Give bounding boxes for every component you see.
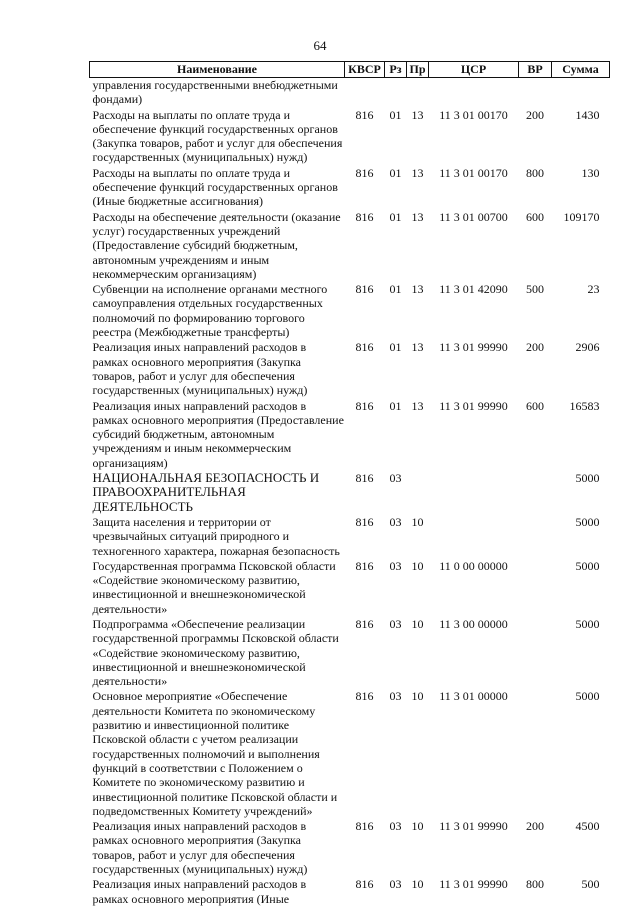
cell-sum: 4500 <box>575 819 600 834</box>
cell-kvsr: 816 <box>355 165 374 180</box>
cell-sum: 500 <box>581 877 600 892</box>
cell-pr: 10 <box>411 689 424 704</box>
cell-vr <box>519 689 552 819</box>
cell-rz: 03 <box>389 514 402 529</box>
header-rz: Рз <box>385 62 407 78</box>
cell-kvsr: 816 <box>355 877 374 892</box>
cell-pr: 13 <box>411 282 424 297</box>
cell-csr: 11 3 00 00000 <box>439 616 508 631</box>
cell-pr: 10 <box>411 877 424 892</box>
cell-kvsr: 816 <box>355 398 374 413</box>
cell-kvsr: 816 <box>355 282 374 297</box>
cell-name: НАЦИОНАЛЬНАЯ БЕЗОПАСНОСТЬ И ПРАВООХРАНИТЕЛЬНАЯ ДЕЯТЕЛЬНОСТЬ <box>92 470 320 514</box>
cell-sum: 5000 <box>575 514 600 529</box>
cell-rz: 01 <box>389 340 402 355</box>
table-row <box>90 877 610 907</box>
cell-pr: 13 <box>411 340 424 355</box>
cell-sum: 1430 <box>575 107 600 122</box>
cell-csr: 11 3 01 99990 <box>439 819 508 834</box>
cell-name: Реализация иных направлений расходов в рамках основного мероприятия (Иные <box>92 877 307 906</box>
cell-pr: 13 <box>411 107 424 122</box>
cell-kvsr: 816 <box>355 616 374 631</box>
cell-kvsr: 816 <box>355 558 374 573</box>
cell-sum: 5000 <box>575 471 600 486</box>
cell-sum: 5000 <box>575 616 600 631</box>
cell-name: Государственная программа Псковской области «Содействие экономическому развитию, инвестиционной и внешнеэкономической деятельности» <box>92 558 336 616</box>
cell-name: Реализация иных направлений расходов в рамках основного мероприятия (Закупка товаров, работ и услуг для обеспечения государственных (муниципальных) нужд) <box>92 340 308 398</box>
cell-pr: 13 <box>411 398 424 413</box>
cell-rz: 01 <box>389 282 402 297</box>
cell-vr: 800 <box>526 165 544 180</box>
cell-csr: 11 3 01 99990 <box>439 398 508 413</box>
cell-pr: 10 <box>411 616 424 631</box>
cell-kvsr: 816 <box>355 819 374 834</box>
cell-csr <box>429 471 519 515</box>
cell-kvsr: 816 <box>355 209 374 224</box>
table-row <box>90 399 610 471</box>
cell-csr: 11 3 01 42090 <box>439 282 508 297</box>
table-row <box>90 78 610 108</box>
table-row <box>90 515 610 559</box>
cell-csr <box>429 515 519 559</box>
budget-table <box>89 61 610 907</box>
cell-rz <box>385 78 407 108</box>
table-row <box>90 819 610 877</box>
cell-name: Реализация иных направлений расходов в рамках основного мероприятия (Предоставление субсидий бюджетным, автономным учреждениям и иным некоммерческим организациям) <box>92 398 344 470</box>
cell-kvsr: 816 <box>355 107 374 122</box>
header-vr: ВР <box>519 62 552 78</box>
table-row <box>90 108 610 166</box>
cell-kvsr: 816 <box>355 689 374 704</box>
cell-rz: 01 <box>389 107 402 122</box>
cell-kvsr <box>345 78 385 108</box>
table-row <box>90 617 610 689</box>
cell-rz: 01 <box>389 398 402 413</box>
table-body <box>90 78 610 907</box>
cell-rz: 03 <box>389 558 402 573</box>
cell-sum: 23 <box>587 282 600 297</box>
cell-sum: 109170 <box>563 209 600 224</box>
header-name: Наименование <box>90 62 345 78</box>
table-row <box>90 210 610 282</box>
cell-sum: 5000 <box>575 689 600 704</box>
cell-csr: 11 3 01 99990 <box>439 877 508 892</box>
cell-name: Реализация иных направлений расходов в рамках основного мероприятия (Закупка товаров, работ и услуг для обеспечения государственных (муниципальных) нужд) <box>92 819 308 877</box>
cell-name: Подпрограмма «Обеспечение реализации государственной программы Псковской области «Содействие экономическому развитию, инвестиционной и внешнеэкономической деятельности» <box>92 616 339 689</box>
cell-csr: 11 3 01 00700 <box>439 209 508 224</box>
page-number: 64 <box>313 38 327 53</box>
cell-pr: 10 <box>411 558 424 573</box>
cell-name: Расходы на выплаты по оплате труда и обеспечение функций государственных органов (Иные бюджетные ассигнования) <box>92 165 338 209</box>
cell-pr: 13 <box>411 209 424 224</box>
cell-rz: 03 <box>389 819 402 834</box>
cell-rz: 01 <box>389 165 402 180</box>
header-sum: Сумма <box>552 62 610 78</box>
cell-vr <box>519 78 552 108</box>
cell-pr: 10 <box>411 514 424 529</box>
cell-name: управления государственными внебюджетными фондами) <box>92 78 338 107</box>
cell-vr: 200 <box>526 340 544 355</box>
cell-vr <box>519 617 552 689</box>
cell-vr: 800 <box>526 877 544 892</box>
table-row <box>90 471 610 515</box>
table-row <box>90 559 610 617</box>
cell-vr: 600 <box>526 398 544 413</box>
cell-sum: 16583 <box>569 398 600 413</box>
cell-kvsr: 816 <box>355 340 374 355</box>
cell-name: Основное мероприятие «Обеспечение деятельности Комитета по экономическому развитию и инвестиционной политике Псковской области с учетом реализации государственных полномочий и выполнения функций в соответствии с Положением о Комитете по экономическому развитию и инвестиционной политике Псковской области и подведомственных Комитету учреждений» <box>92 689 338 818</box>
table-row <box>90 340 610 398</box>
table-row <box>90 166 610 210</box>
cell-pr: 13 <box>411 165 424 180</box>
cell-rz: 03 <box>389 689 402 704</box>
header-pr: Пр <box>407 62 429 78</box>
cell-rz: 01 <box>389 209 402 224</box>
table-row <box>90 282 610 340</box>
cell-sum: 2906 <box>575 340 600 355</box>
header-kvsr: КВСР <box>345 62 385 78</box>
cell-name: Расходы на выплаты по оплате труда и обеспечение функций государственных органов (Закупка товаров, работ и услуг для обеспечения государственных (муниципальных) нужд) <box>92 107 343 165</box>
cell-vr: 600 <box>526 209 544 224</box>
cell-pr <box>407 471 429 515</box>
cell-rz: 03 <box>389 471 402 486</box>
cell-pr: 10 <box>411 819 424 834</box>
cell-name: Расходы на обеспечение деятельности (оказание услуг) государственных учреждений (Предоставление субсидий бюджетным, автономным учреждениям и иным некоммерческим организациям) <box>92 209 341 281</box>
cell-pr <box>407 78 429 108</box>
cell-vr: 200 <box>526 107 544 122</box>
cell-vr <box>519 559 552 617</box>
cell-csr: 11 0 00 00000 <box>439 558 508 573</box>
cell-csr: 11 3 01 00000 <box>439 689 508 704</box>
cell-vr <box>519 471 552 515</box>
cell-name: Субвенции на исполнение органами местного самоуправления отдельных государственных полномочий по формированию торгового реестра (Межбюджетные трансферты) <box>92 282 328 340</box>
cell-sum: 5000 <box>575 558 600 573</box>
header-csr: ЦСР <box>429 62 519 78</box>
cell-kvsr: 816 <box>355 514 374 529</box>
cell-vr: 500 <box>526 282 544 297</box>
cell-csr: 11 3 01 00170 <box>439 107 508 122</box>
cell-sum <box>552 78 610 108</box>
cell-vr <box>519 515 552 559</box>
cell-csr <box>429 78 519 108</box>
cell-vr: 200 <box>526 819 544 834</box>
cell-rz: 03 <box>389 616 402 631</box>
cell-kvsr: 816 <box>355 471 374 486</box>
table-row <box>90 689 610 819</box>
cell-rz: 03 <box>389 877 402 892</box>
cell-sum: 130 <box>581 165 600 180</box>
cell-name: Защита населения и территории от чрезвычайных ситуаций природного и техногенного характера, пожарная безопасность <box>92 514 340 558</box>
cell-csr: 11 3 01 00170 <box>439 165 508 180</box>
table-header-row <box>90 62 610 78</box>
cell-csr: 11 3 01 99990 <box>439 340 508 355</box>
